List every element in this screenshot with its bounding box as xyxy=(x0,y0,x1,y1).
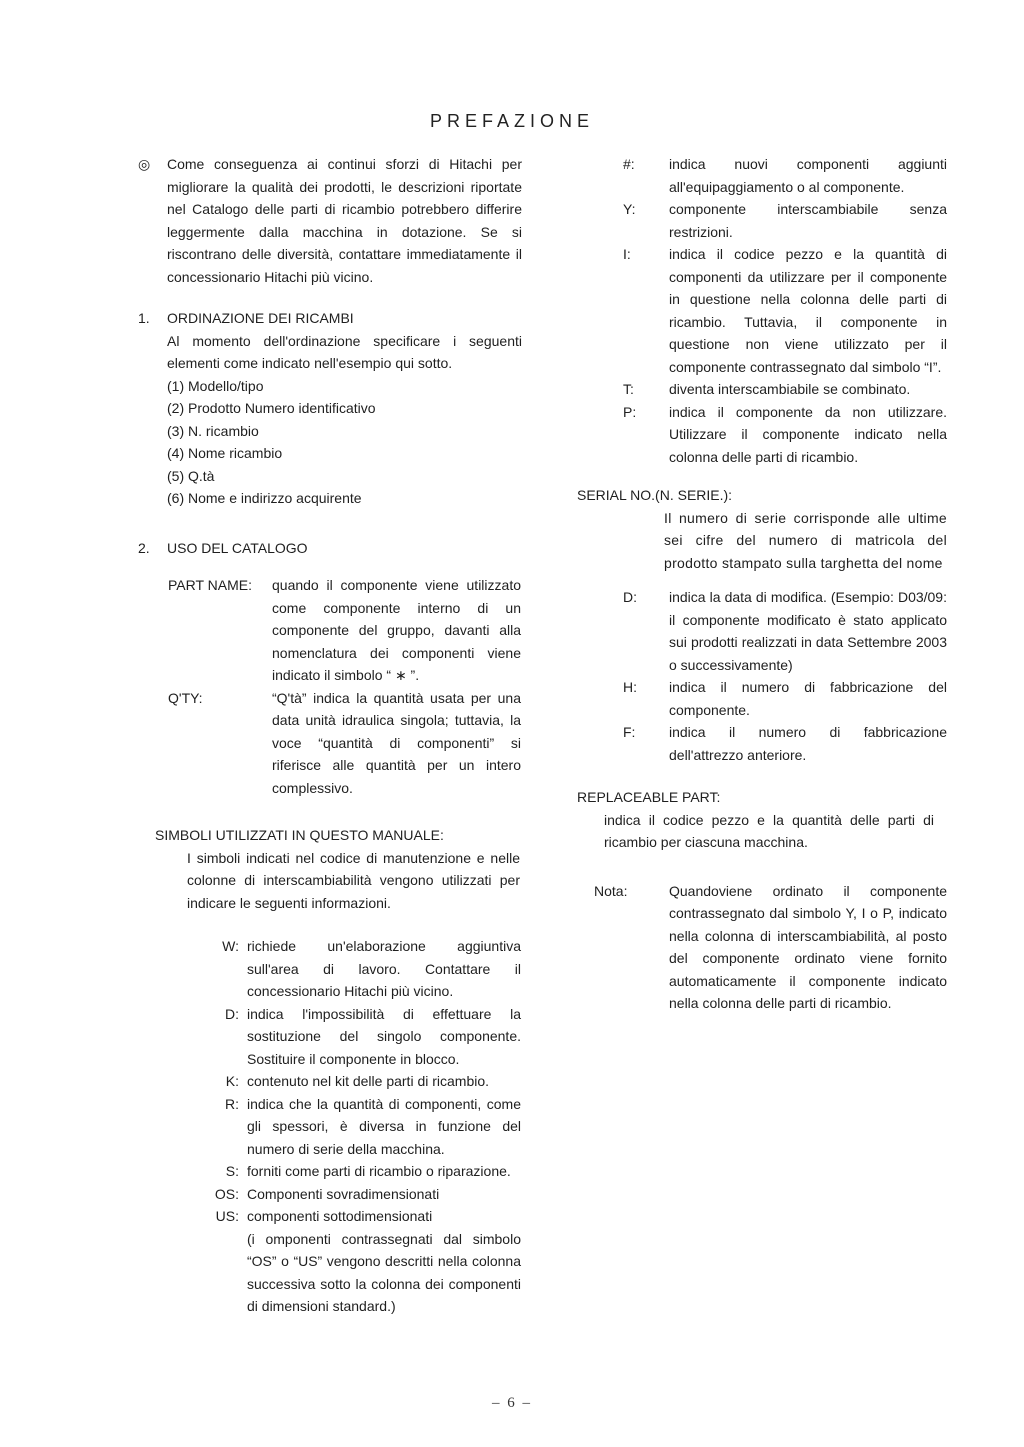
double-circle-bullet: ◎ xyxy=(138,156,151,172)
symbol-label: OS: xyxy=(214,1185,239,1202)
term-text: quando il componente viene utilizzato come componente interno di un componente del gruppo, davanti alla nomenclatura dei componenti viene indicato il simbolo “ ∗ ”. xyxy=(272,577,521,683)
symbol-item-hash xyxy=(623,153,947,198)
serial-no-block xyxy=(577,484,947,574)
symbol-item-s xyxy=(202,1160,522,1183)
symbol-label: D: xyxy=(623,589,637,605)
symbol-label: K: xyxy=(225,1073,239,1089)
symbols-intro: I simboli indicati nel codice di manutenzione e nelle colonne di interscambiabilità vengono utilizzati per indicare le seguenti informazioni. xyxy=(187,849,520,911)
symbol-item-d2 xyxy=(623,586,947,676)
page-title: PREFAZIONE xyxy=(429,111,595,131)
symbol-label: P: xyxy=(623,403,637,420)
nota-label: Nota: xyxy=(594,882,628,899)
symbol-item-h xyxy=(623,676,947,721)
replaceable-part-block xyxy=(577,786,947,854)
list-item: (6) Nome e indirizzo acquirente xyxy=(167,490,362,506)
symbol-text: forniti come parti di ricambio o riparazione. xyxy=(247,1163,511,1179)
symbols-list xyxy=(138,935,522,1318)
symbol-item-k xyxy=(202,1070,522,1093)
term-label: PART NAME: xyxy=(168,577,253,593)
list-item: (5) Q.tà xyxy=(167,467,215,484)
nota-text: Quandoviene ordinato il componente contrassegnato dal simbolo Y, I o P, indicato nella colonna di interscambiabilità, al posto del componente ordinato viene fornito automaticamente il componente indicato nella colonna delle parti di ricambio. xyxy=(669,882,947,1011)
symbol-text: indica nuovi componenti aggiunti all'equipaggiamento o al componente. xyxy=(669,156,947,195)
replaceable-text: indica il codice pezzo e la quantità delle parti di ricambio per ciascuna macchina. xyxy=(604,811,934,850)
intro-paragraph: Come conseguenza ai continui sforzi di Hitachi per migliorare la qualità dei prodotti, le descrizioni riportate nel Catalogo delle parti di ricambio potrebbero differire leggermente dalla macchina in dotazione. Se si riscontrano delle diversità, contattare immediatamente il concessionario Hitachi più vicino. xyxy=(167,156,522,285)
symbol-item-i xyxy=(623,243,947,378)
symbol-text: indica il componente da non utilizzare. Utilizzare il componente indicato nella colonna delle parti di ricambio. xyxy=(669,403,947,465)
symbol-item-f xyxy=(623,721,947,766)
symbol-item-os xyxy=(202,1183,522,1206)
symbol-item-p xyxy=(623,401,947,469)
symbol-item-y xyxy=(623,198,947,243)
section-heading: ORDINAZIONE DEI RICAMBI xyxy=(167,310,354,326)
section-number: 1. xyxy=(138,310,150,326)
symbol-text: indica il codice pezzo e la quantità di componenti da utilizzare per il componente in questione nella colonna delle parti di ricambio. Tuttavia, il componente in questione non viene utilizzato per il componente contrassegnato dal simbolo “I”. xyxy=(669,246,947,375)
symbols-heading: SIMBOLI UTILIZZATI IN QUESTO MANUALE: xyxy=(155,827,444,843)
serial-text: Il numero di serie corrisponde alle ultime sei cifre del numero di matricola del prodotto stampato sulla targhetta del nome xyxy=(664,509,947,571)
symbol-text: indica il numero di fabbricazione del componente. xyxy=(669,679,947,718)
interchange-symbols-list xyxy=(577,153,947,468)
left-column xyxy=(138,153,522,1318)
term-part-name xyxy=(168,574,522,687)
symbol-label: H: xyxy=(623,679,637,695)
symbol-text: indica l'impossibilità di effettuare la sostituzione del singolo componente. Sostituire il componente in blocco. xyxy=(247,1005,521,1067)
section-number: 2. xyxy=(138,539,150,556)
term-label: Q'TY: xyxy=(168,689,203,706)
symbol-item-t xyxy=(623,378,947,401)
symbol-text: indica il numero di fabbricazione dell'attrezzo anteriore. xyxy=(669,724,947,763)
symbol-text: diventa interscambiabile se combinato. xyxy=(669,381,911,397)
replaceable-heading: REPLACEABLE PART: xyxy=(577,789,721,805)
section-uso-catalogo xyxy=(138,537,522,560)
section-body: Al momento dell'ordinazione specificare i seguenti elementi come indicato nell'esempio qui sotto. xyxy=(167,332,522,371)
symbol-text: indica che la quantità di componenti, come gli spessori, è diversa in funzione del numero di serie della macchina. xyxy=(247,1095,521,1157)
symbol-item-us xyxy=(202,1205,522,1318)
term-qty xyxy=(168,687,522,800)
symbol-text-note: (i omponenti contrassegnati dal simbolo “OS” o “US” vengono descritti nella colonna successiva sotto la colonna dei componenti di dimensioni standard.) xyxy=(247,1230,521,1314)
symbol-text: componenti sottodimensionati xyxy=(247,1208,433,1224)
section-heading: USO DEL CATALOGO xyxy=(167,539,308,556)
list-item: (4) Nome ricambio xyxy=(167,445,283,461)
symbol-text: Componenti sovradimensionati xyxy=(247,1185,440,1202)
symbol-label: T: xyxy=(623,381,634,397)
intro-block xyxy=(138,153,522,288)
symbol-text: componente interscambiabile senza restrizioni. xyxy=(669,201,947,240)
list-item: (3) N. ricambio xyxy=(167,422,259,439)
list-item: (1) Modello/tipo xyxy=(167,377,264,394)
symbol-text: contenuto nel kit delle parti di ricambio. xyxy=(247,1073,490,1089)
symbol-label: D: xyxy=(225,1005,239,1022)
symbol-label: I: xyxy=(623,246,631,262)
symbol-item-w xyxy=(202,935,522,1003)
list-item: (2) Prodotto Numero identificativo xyxy=(167,400,376,416)
symbol-text: richiede un'elaborazione aggiuntiva sull'area di lavoro. Contattare il concessionario Hitachi più vicino. xyxy=(247,938,521,999)
serial-heading: SERIAL NO.(N. SERIE.): xyxy=(577,487,733,503)
symbol-label: Y: xyxy=(623,201,636,217)
page-number: – 6 – xyxy=(492,1395,532,1411)
two-column-layout xyxy=(138,153,947,1318)
term-text: “Q'tà” indica la quantità usata per una data unità idraulica singola; tuttavia, la voce “quantità di componenti” si riferisce alle quantità per un intero complessivo. xyxy=(272,689,521,796)
date-symbols-list xyxy=(577,586,947,766)
nota-block xyxy=(594,880,947,1015)
section-ordinazione xyxy=(138,307,522,510)
symbol-label: F: xyxy=(623,724,636,740)
symbol-item-r xyxy=(202,1093,522,1161)
symbol-label: W: xyxy=(222,938,239,954)
symbol-label: S: xyxy=(225,1163,239,1179)
right-column xyxy=(577,153,947,1318)
symbol-item-d xyxy=(202,1003,522,1071)
symbol-label: R: xyxy=(225,1095,239,1112)
symbol-label: US: xyxy=(215,1208,239,1224)
symbol-text: indica la data di modifica. (Esempio: D03/09: il componente modificato è stato applicato sui prodotti realizzati in data Settembre 2003 o successivamente) xyxy=(669,589,947,673)
symbol-label: #: xyxy=(623,156,635,172)
